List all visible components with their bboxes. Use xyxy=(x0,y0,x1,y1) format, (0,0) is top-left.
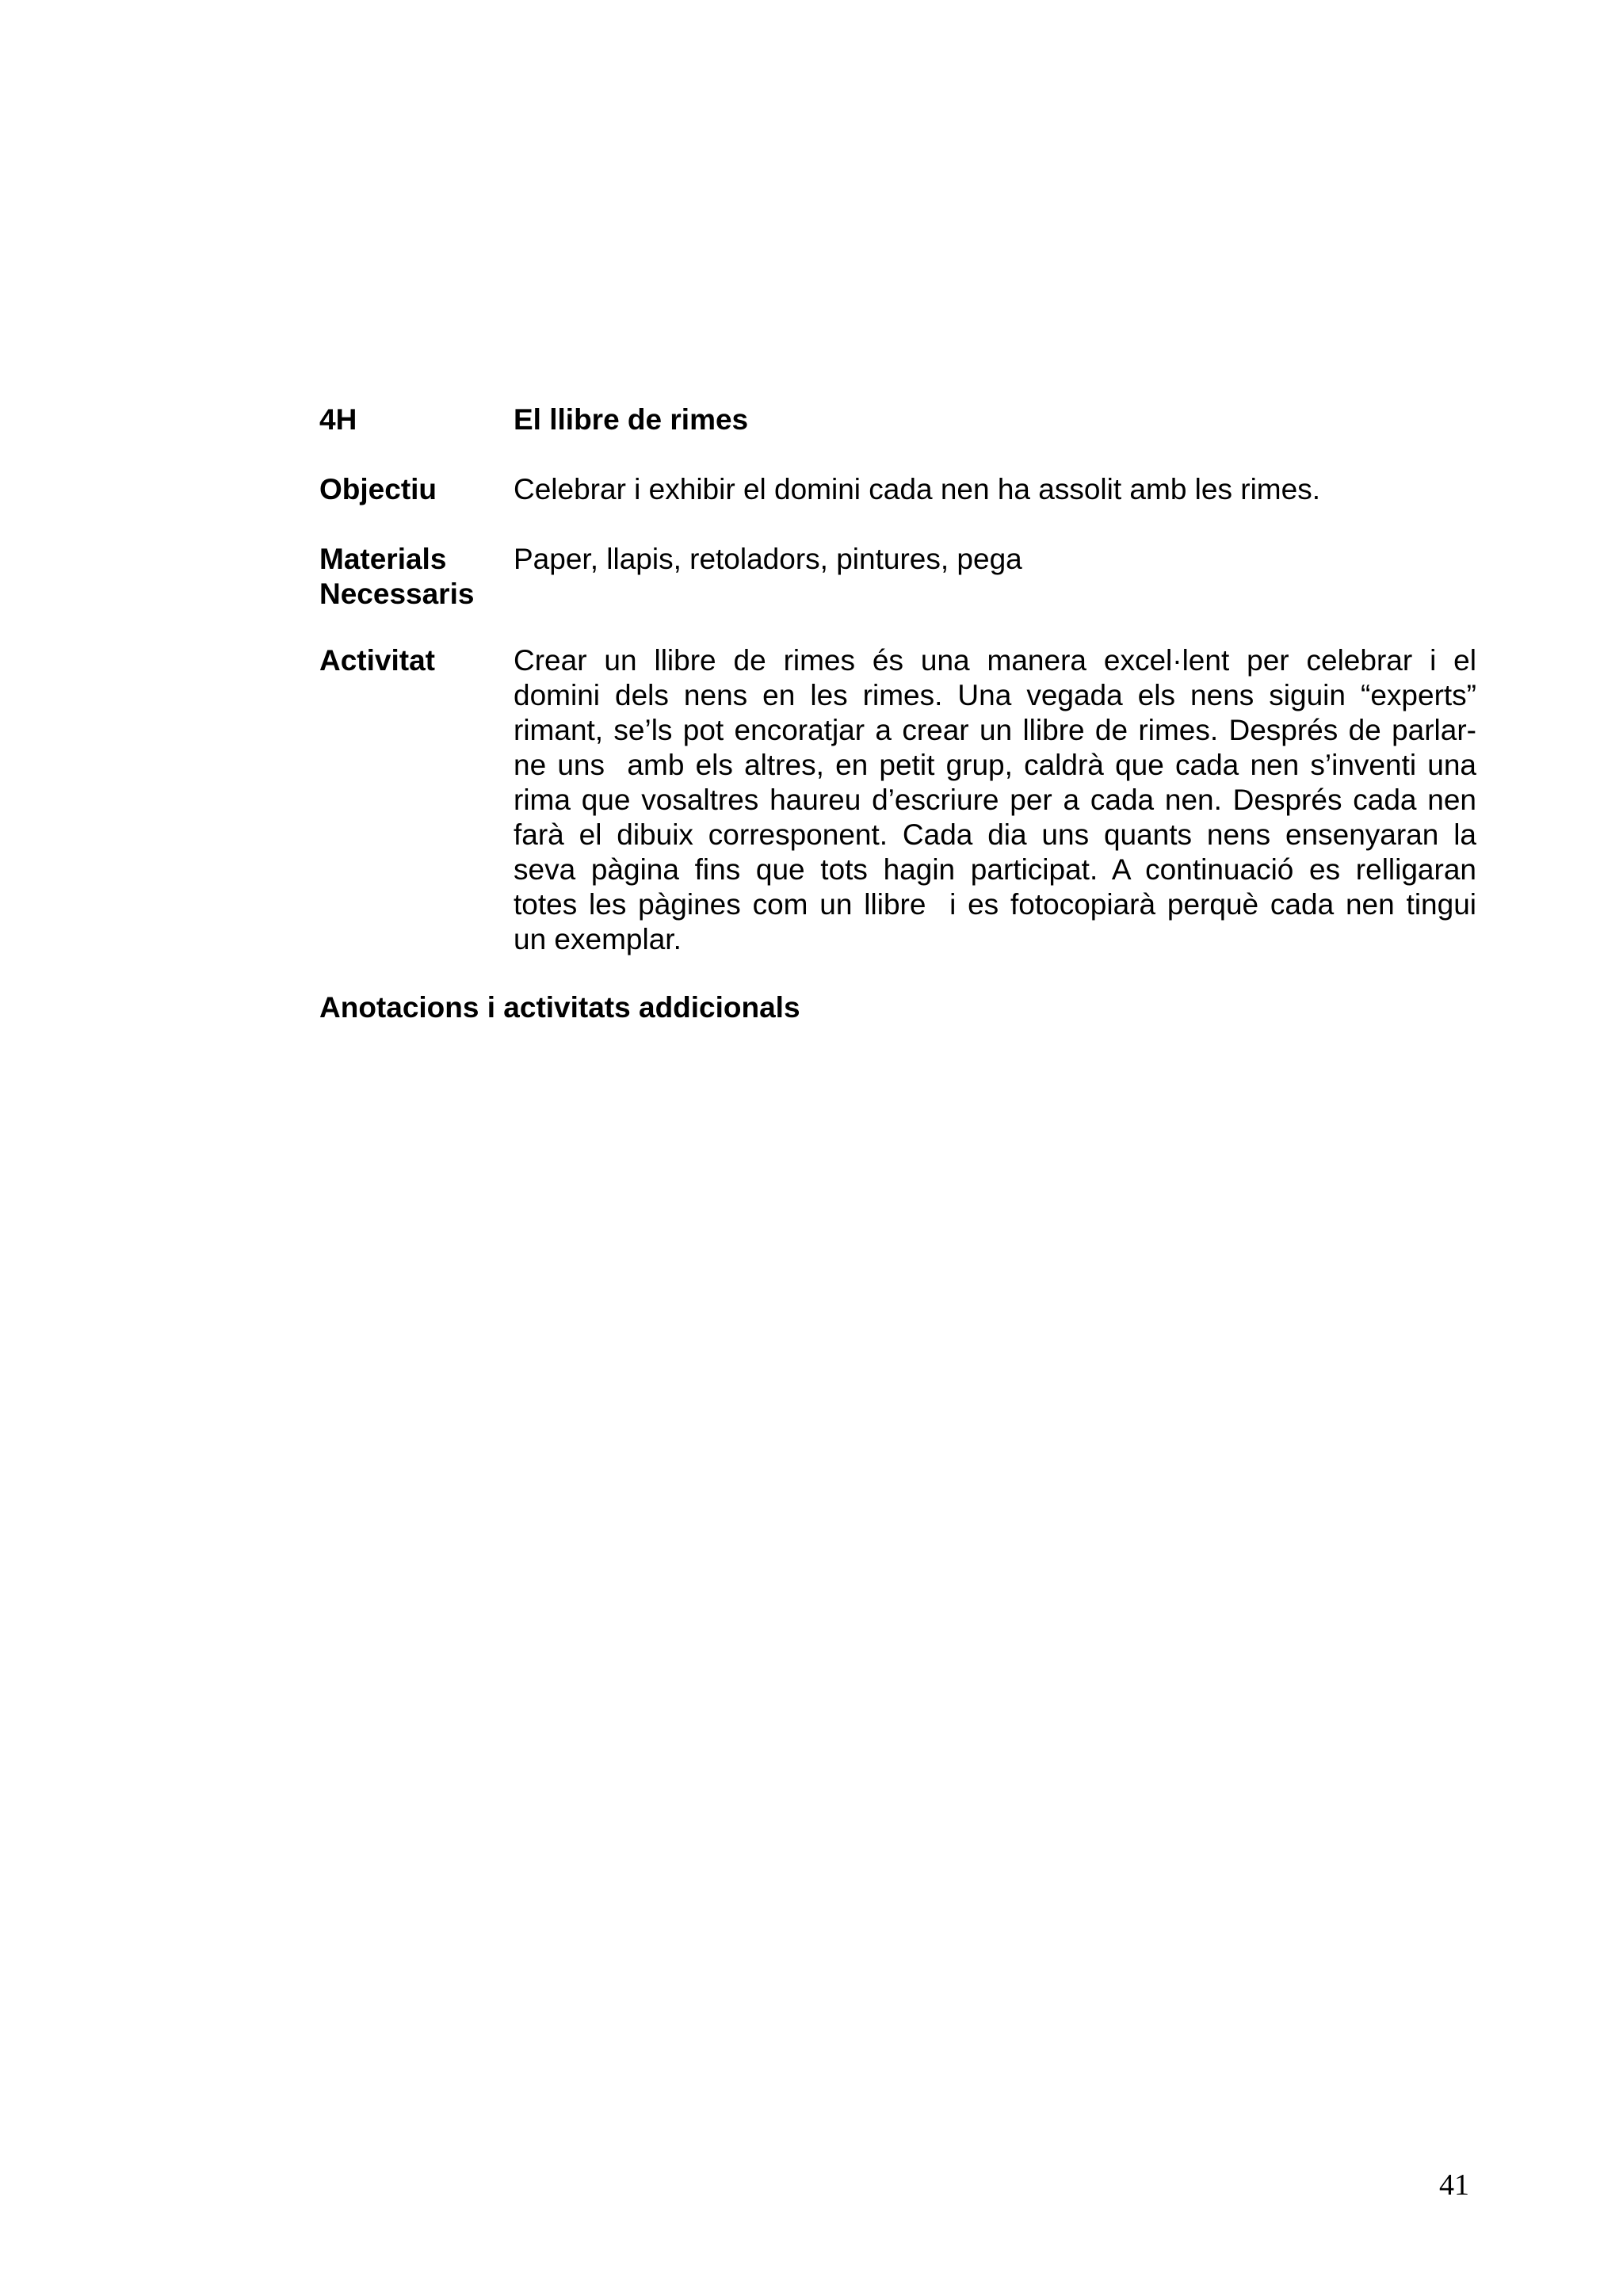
activity-line: rimant, se’ls pot encoratjar a crear un llibre de rimes. Després de parlar- xyxy=(514,714,1476,746)
materials-label-line-2: Necessaris xyxy=(319,578,475,610)
activity-title: El llibre de rimes xyxy=(514,403,749,436)
activity-line: ne uns amb els altres, en petit grup, caldrà que cada nen s’inventi una xyxy=(514,749,1476,781)
activity-line: un exemplar. xyxy=(514,923,682,955)
activity-header-row xyxy=(319,402,1476,437)
objective-row xyxy=(319,472,1476,507)
activity-row xyxy=(319,643,1476,957)
objective-label: Objectiu xyxy=(319,473,437,505)
activity-line: rima que vosaltres haureu d’escriure per a cada nen. Després cada nen xyxy=(514,784,1476,816)
activity-code: 4H xyxy=(319,403,357,436)
materials-label-line-1: Materials xyxy=(319,543,447,575)
materials-text: Paper, llapis, retoladors, pintures, pega xyxy=(514,543,1022,575)
page-number: 41 xyxy=(1439,2168,1469,2202)
activity-line: totes les pàgines com un llibre i es fotocopiarà perquè cada nen tingui xyxy=(514,888,1476,921)
activity-description xyxy=(514,643,1476,957)
activity-line: Crear un llibre de rimes és una manera excel·lent per celebrar i el xyxy=(514,644,1476,677)
activity-line: domini dels nens en les rimes. Una vegada els nens siguin “experts” xyxy=(514,679,1476,711)
materials-label xyxy=(319,542,514,612)
activity-label: Activitat xyxy=(319,644,435,677)
objective-text: Celebrar i exhibir el domini cada nen ha assolit amb les rimes. xyxy=(514,473,1320,505)
notes-heading: Anotacions i activitats addicionals xyxy=(319,991,800,1024)
materials-row xyxy=(319,542,1476,612)
activity-line: farà el dibuix corresponent. Cada dia uns quants nens ensenyaran la xyxy=(514,818,1476,851)
activity-line: seva pàgina fins que tots hagin participat. A continuació es relligaran xyxy=(514,853,1476,886)
